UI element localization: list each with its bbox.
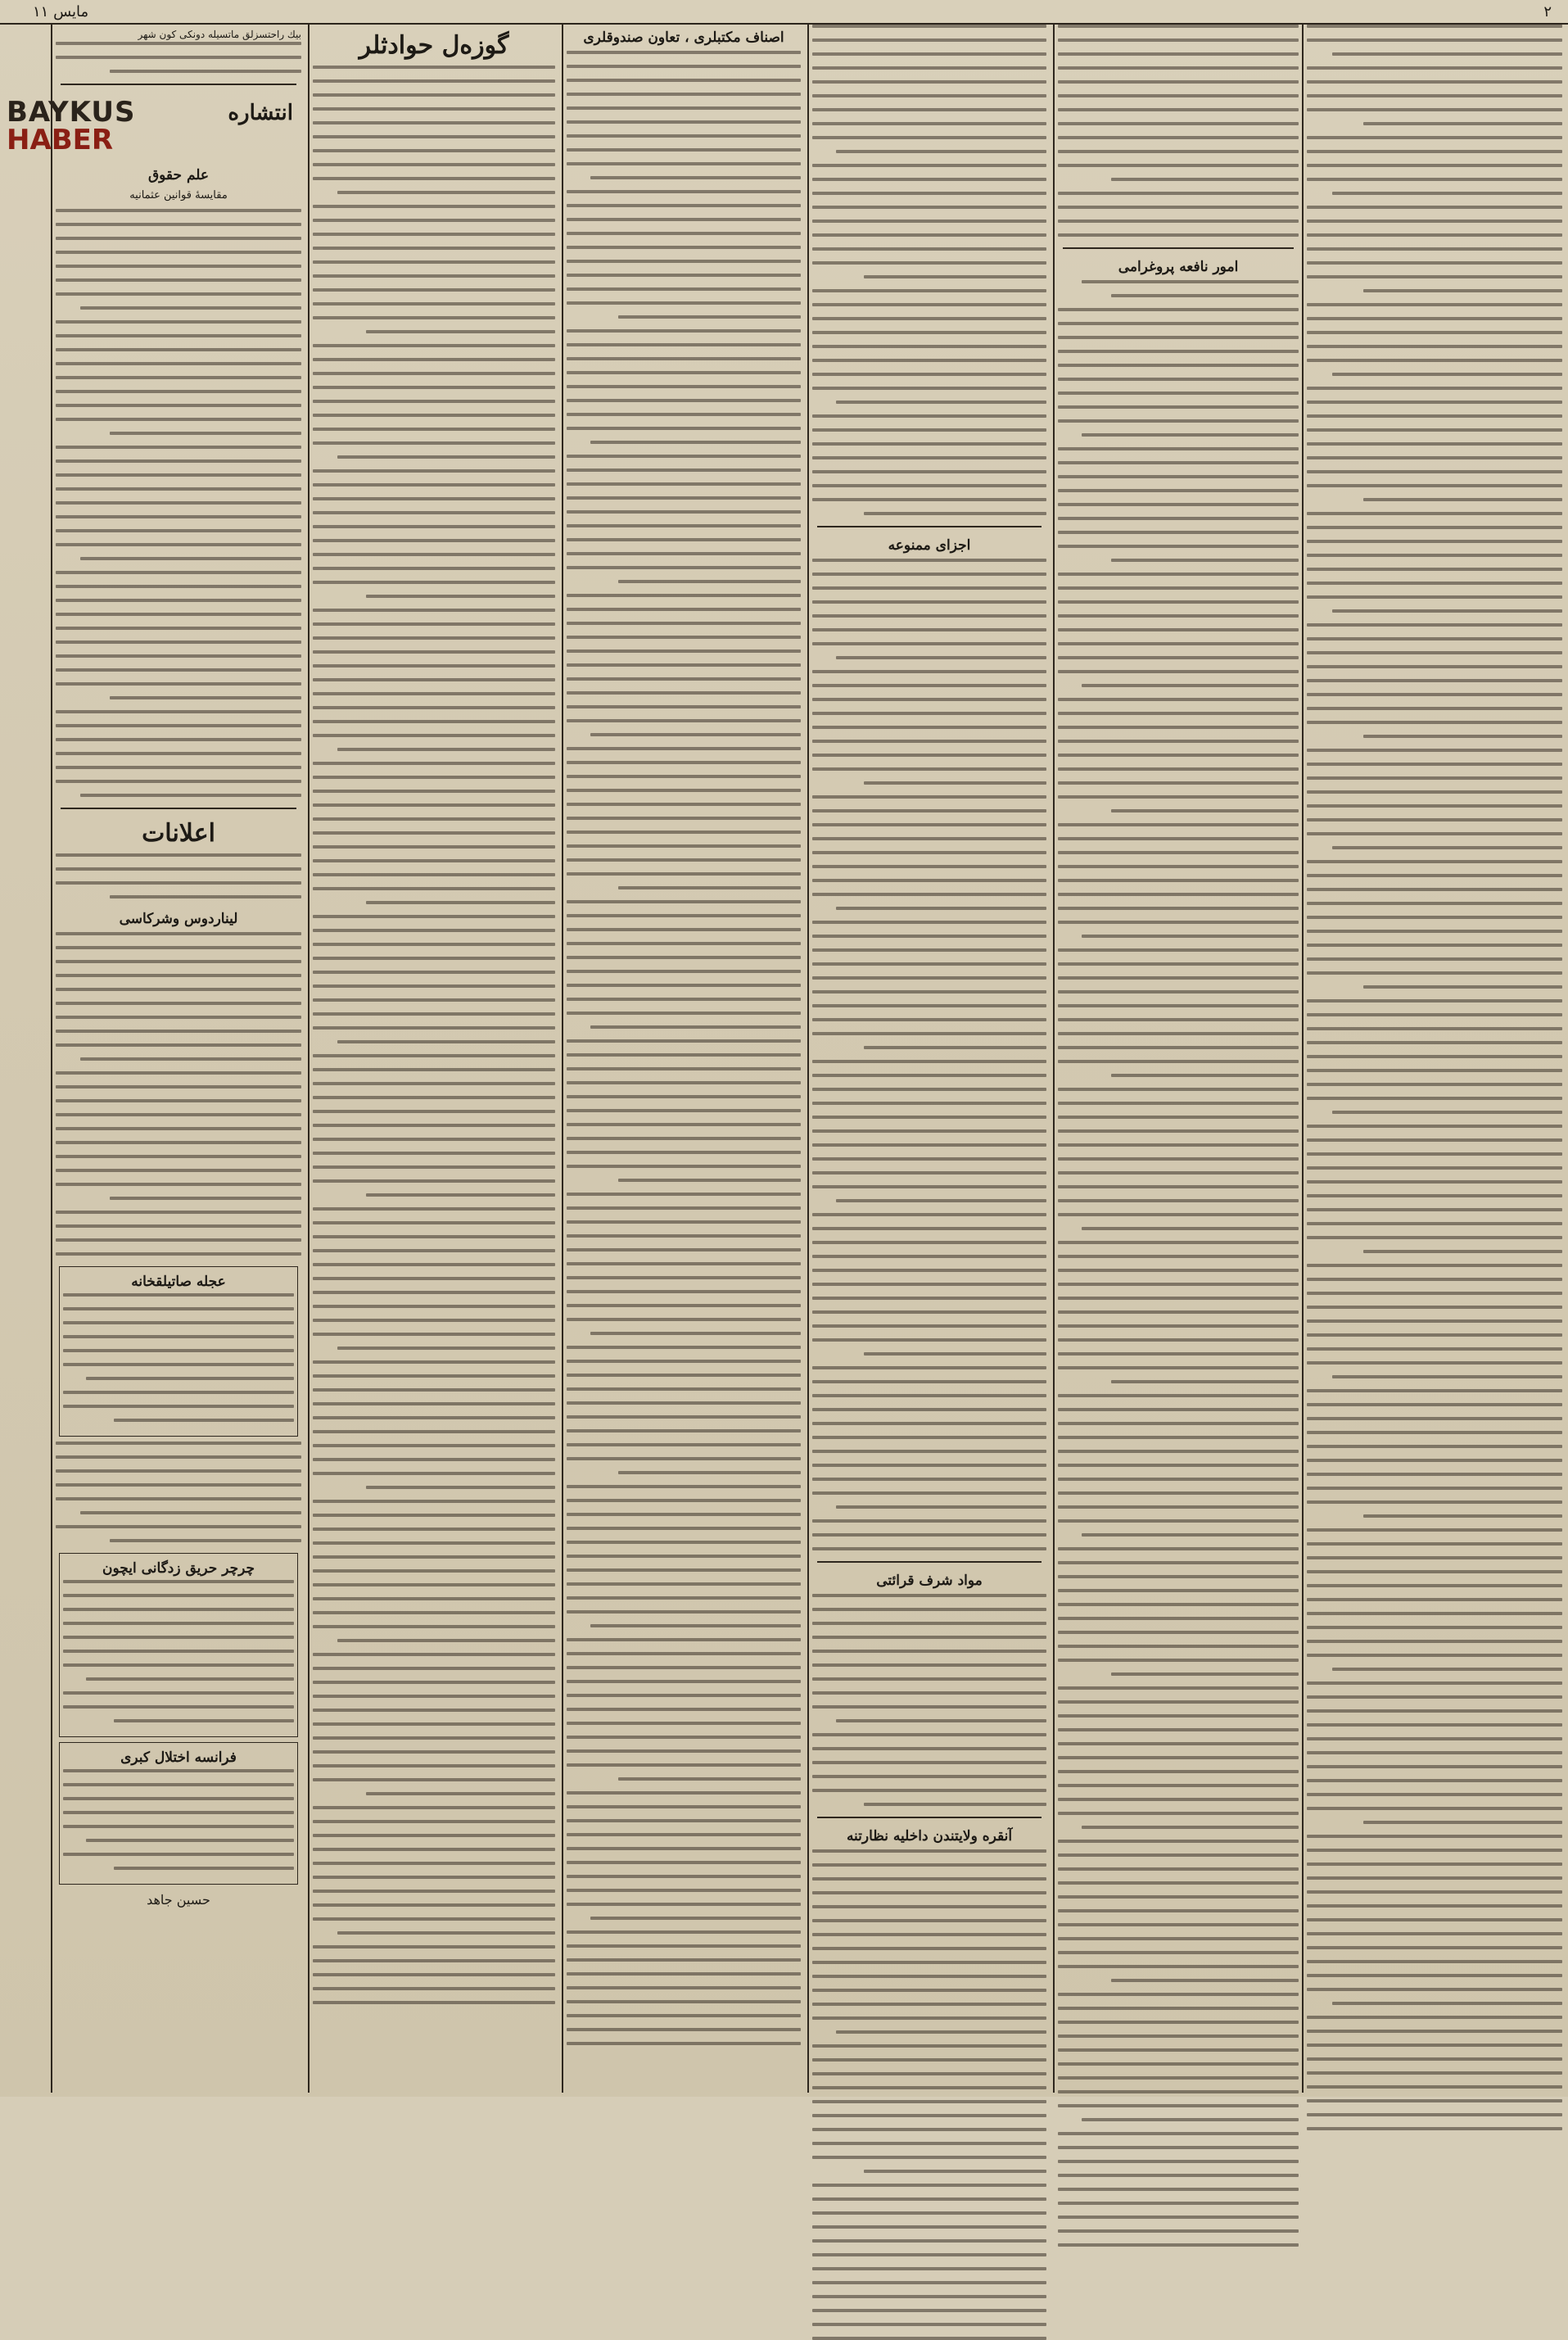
column-title: گوزه‌ل حوادثلر	[359, 31, 509, 60]
issue-date: مايس ۱۱	[33, 3, 89, 20]
column-rule	[1053, 25, 1055, 2093]
brand-baykus: BAYKUS	[7, 96, 136, 129]
ad-box-title: چرچر حريق زدگانى ايچون	[102, 1560, 255, 1577]
page-number: ۲	[1543, 3, 1552, 20]
section-divider	[1063, 247, 1294, 249]
baykus-haber-logo	[7, 93, 301, 159]
article-column-4	[812, 25, 1046, 2093]
section-divider	[817, 1817, 1042, 1818]
section-heading: آنقره ولايتندن داخليه نظارتنه	[846, 1828, 1013, 1844]
section-heading: امور نافعه پروغرامى	[1118, 259, 1239, 275]
column-rule	[51, 25, 52, 2093]
section-heading: اجزاى ممنوعه	[888, 537, 971, 554]
sidebar-column	[7, 25, 301, 2093]
ad-box	[59, 1266, 298, 1437]
column-rule	[807, 25, 809, 2093]
article-column-3	[567, 25, 801, 2093]
top-banner	[0, 0, 1568, 25]
column-rule	[308, 25, 310, 2093]
section-divider	[817, 1561, 1042, 1563]
ad-company: ليناردوس وشركاسى	[119, 911, 238, 927]
section-divider	[817, 526, 1042, 527]
brand-arabic: انتشاره	[228, 101, 293, 125]
column-rule	[1302, 25, 1304, 2093]
ad-box-title: فرانسه اختلال كبرى	[120, 1749, 237, 1766]
editor-signature: حسين جاهد	[147, 1892, 210, 1908]
section-divider	[61, 808, 296, 809]
ad-box-title: عجله صاتيلقخانه	[131, 1274, 226, 1290]
sidebar-top-note: بيك راحتسزلق ماتسيله دونكى كون شهر	[138, 29, 301, 40]
section-heading: اصناف مكتبلرى ، تعاون صندوقلرى	[583, 29, 784, 46]
article-column-5	[1058, 25, 1299, 2093]
article-column-2	[313, 25, 555, 2093]
ad-box	[59, 1553, 298, 1737]
ad-box	[59, 1742, 298, 1885]
section-divider	[61, 84, 296, 85]
article-column-6	[1307, 25, 1562, 2093]
section-heading: مواد شرف قرائتى	[876, 1573, 983, 1589]
brand-haber: HABER	[7, 124, 114, 156]
law-title: علم حقوق	[147, 167, 210, 183]
ads-title: اعلانات	[142, 819, 215, 848]
column-rule	[562, 25, 563, 2093]
article-text	[1307, 25, 1562, 2130]
law-subtitle: مقايسهٔ قوانين عثمانيه	[129, 189, 228, 201]
